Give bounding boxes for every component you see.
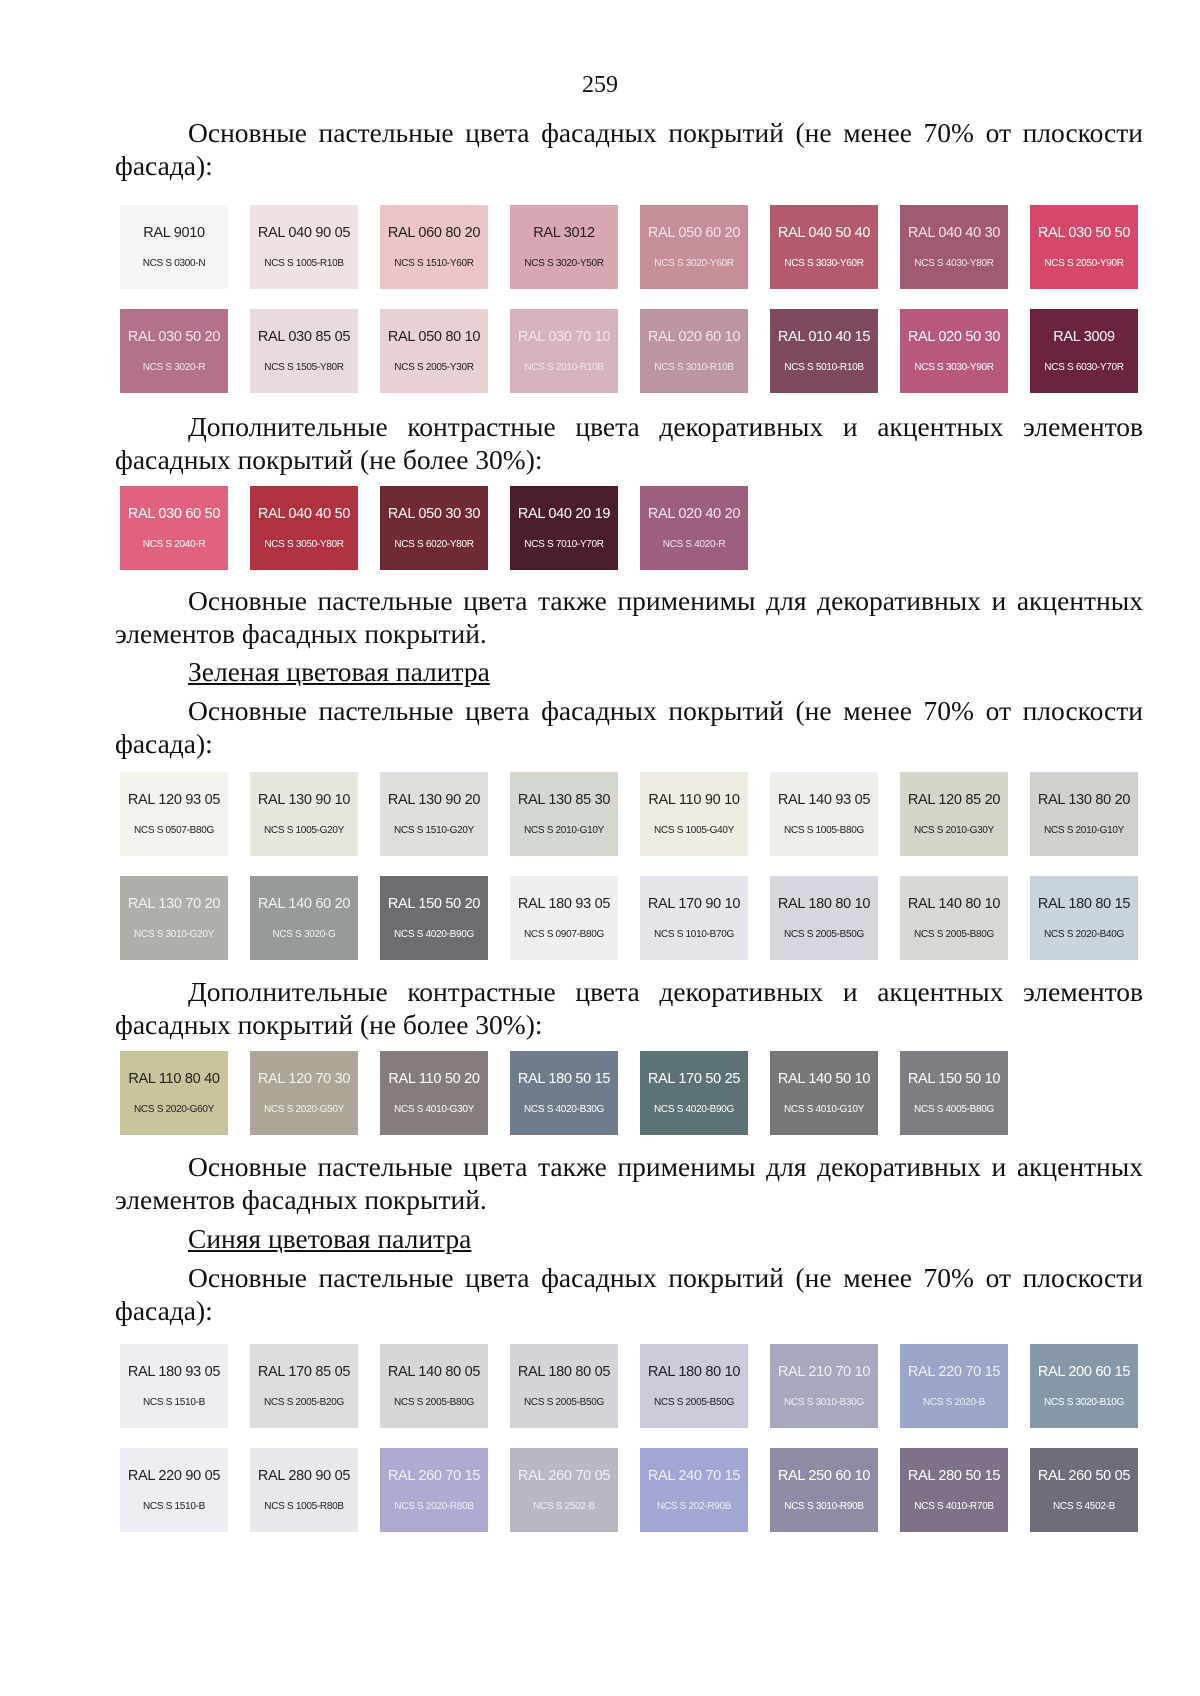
color-swatch [510,1344,618,1428]
swatch-ncs-code: NCS S 3010-B30G [784,1396,864,1408]
swatch-ncs-code: NCS S 2010-G30Y [914,824,994,836]
color-swatch [900,1051,1008,1135]
swatch-ral-code: RAL 030 70 10 [517,328,611,345]
swatch-ral-code: RAL 200 60 15 [1037,1363,1131,1380]
swatch-ncs-code: NCS S 1010-B70G [654,928,734,940]
color-swatch [640,1344,748,1428]
color-swatch [120,205,228,289]
swatch-ncs-code: NCS S 1005-G40Y [654,824,734,836]
color-swatch [770,309,878,393]
swatch-ncs-code: NCS S 2050-Y90R [1044,257,1124,269]
swatch-ral-code: RAL 030 60 50 [127,505,221,522]
pink-accent-intro: Дополнительные контрастные цвета декоративных и акцентных элементов фасадных покрытий (не более 30%): [115,411,1143,475]
swatch-ncs-code: NCS S 1005-G20Y [264,824,344,836]
swatch-ral-code: RAL 140 80 10 [907,895,1001,912]
swatch-ncs-code: NCS S 3020-R [142,361,206,373]
swatch-ral-code: RAL 9010 [143,224,205,241]
swatch-ral-code: RAL 280 90 05 [257,1467,351,1484]
swatch-ncs-code: NCS S 2020-B [923,1396,985,1408]
color-swatch [380,772,488,856]
swatch-ncs-code: NCS S 3010-R10B [654,361,734,373]
swatch-ncs-code: NCS S 0300-N [142,257,206,269]
swatch-ral-code: RAL 170 85 05 [257,1363,351,1380]
swatch-ncs-code: NCS S 1510-G20Y [394,824,474,836]
swatch-ral-code: RAL 260 70 15 [387,1467,481,1484]
color-swatch [250,1051,358,1135]
pink-main-row-1 [120,205,1138,289]
swatch-ral-code: RAL 150 50 20 [387,895,481,912]
swatch-ncs-code: NCS S 2010-G10Y [524,824,604,836]
color-swatch [250,1344,358,1428]
swatch-ral-code: RAL 110 50 20 [388,1070,480,1087]
swatch-ncs-code: NCS S 3020-B10G [1044,1396,1124,1408]
color-swatch [120,309,228,393]
blue-main-row-1 [120,1344,1138,1428]
green-accent-intro: Дополнительные контрастные цвета декоративных и акцентных элементов фасадных покрытий (не более 30%): [115,976,1143,1040]
green-palette-heading: Зеленая цветовая палитра [188,656,490,687]
green-note: Основные пастельные цвета также применимы для декоративных и акцентных элементов фасадных покрытий. [115,1151,1143,1215]
swatch-ral-code: RAL 180 50 15 [517,1070,611,1087]
color-swatch [510,1448,618,1532]
color-swatch [640,1448,748,1532]
color-swatch [510,1051,618,1135]
pink-main-intro: Основные пастельные цвета фасадных покрытий (не менее 70% от плоскости фасада): [115,117,1143,181]
swatch-ral-code: RAL 220 70 15 [907,1363,1001,1380]
swatch-ral-code: RAL 260 70 05 [517,1467,611,1484]
swatch-ncs-code: NCS S 3020-G [272,928,336,940]
color-swatch [770,876,878,960]
swatch-ral-code: RAL 020 50 30 [907,328,1001,345]
color-swatch [380,205,488,289]
swatch-ral-code: RAL 170 50 25 [647,1070,741,1087]
page-number: 259 [582,72,618,98]
swatch-ral-code: RAL 3009 [1053,328,1115,345]
swatch-ncs-code: NCS S 1005-R10B [264,257,344,269]
swatch-ral-code: RAL 130 85 30 [517,791,611,808]
swatch-ncs-code: NCS S 2020-G60Y [134,1103,214,1115]
color-swatch [1030,205,1138,289]
color-swatch [900,205,1008,289]
blue-main-intro: Основные пастельные цвета фасадных покрытий (не менее 70% от плоскости фасада): [115,1262,1143,1326]
swatch-ncs-code: NCS S 4020-B30G [524,1103,604,1115]
swatch-ral-code: RAL 120 93 05 [127,791,221,808]
swatch-ncs-code: NCS S 2502-B [533,1500,595,1512]
green-main-row-2 [120,876,1138,960]
pink-main-row-2 [120,309,1138,393]
swatch-ncs-code: NCS S 3030-Y60R [784,257,864,269]
color-swatch [770,1344,878,1428]
swatch-ral-code: RAL 110 90 10 [648,791,740,808]
swatch-ral-code: RAL 060 80 20 [387,224,481,241]
color-swatch [900,309,1008,393]
color-swatch [1030,1448,1138,1532]
swatch-ncs-code: NCS S 4010-G30Y [394,1103,474,1115]
swatch-ncs-code: NCS S 6020-Y80R [394,538,474,550]
swatch-ral-code: RAL 180 93 05 [517,895,611,912]
swatch-ncs-code: NCS S 2005-Y30R [394,361,474,373]
swatch-ral-code: RAL 130 80 20 [1037,791,1131,808]
swatch-ral-code: RAL 010 40 15 [777,328,871,345]
swatch-ncs-code: NCS S 2005-B80G [914,928,994,940]
swatch-ral-code: RAL 130 90 20 [387,791,481,808]
swatch-ral-code: RAL 250 60 10 [777,1467,871,1484]
swatch-ral-code: RAL 120 70 30 [257,1070,351,1087]
color-swatch [250,876,358,960]
color-swatch [510,772,618,856]
color-swatch [510,309,618,393]
color-swatch [1030,772,1138,856]
color-swatch [770,1051,878,1135]
swatch-ncs-code: NCS S 4020-R [662,538,726,550]
color-swatch [640,205,748,289]
color-swatch [640,1051,748,1135]
swatch-ral-code: RAL 140 80 05 [387,1363,481,1380]
color-swatch [640,876,748,960]
green-main-intro: Основные пастельные цвета фасадных покрытий (не менее 70% от плоскости фасада): [115,695,1143,759]
color-swatch [250,309,358,393]
swatch-ncs-code: NCS S 1005-R80B [264,1500,344,1512]
color-swatch [640,772,748,856]
swatch-ncs-code: NCS S 2005-B20G [264,1396,344,1408]
swatch-ncs-code: NCS S 4020-B90G [394,928,474,940]
swatch-ncs-code: NCS S 4502-B [1053,1500,1115,1512]
swatch-ncs-code: NCS S 3010-R90B [784,1500,864,1512]
swatch-ncs-code: NCS S 1505-Y80R [264,361,344,373]
color-swatch [380,1448,488,1532]
color-swatch [120,876,228,960]
swatch-ral-code: RAL 180 80 05 [517,1363,611,1380]
swatch-ncs-code: NCS S 3020-Y60R [654,257,734,269]
color-swatch [380,876,488,960]
swatch-ral-code: RAL 130 70 20 [127,895,221,912]
color-swatch [510,876,618,960]
color-swatch [120,772,228,856]
color-swatch [250,486,358,570]
swatch-ral-code: RAL 030 85 05 [257,328,351,345]
swatch-ral-code: RAL 020 40 20 [647,505,741,522]
color-swatch [120,1051,228,1135]
swatch-ncs-code: NCS S 3010-G20Y [134,928,214,940]
swatch-ncs-code: NCS S 1510-Y60R [394,257,474,269]
swatch-ral-code: RAL 130 90 10 [257,791,351,808]
swatch-ncs-code: NCS S 2005-B50G [654,1396,734,1408]
color-swatch [770,1448,878,1532]
color-swatch [770,772,878,856]
swatch-ncs-code: NCS S 3050-Y80R [264,538,344,550]
swatch-ral-code: RAL 050 60 20 [647,224,741,241]
swatch-ral-code: RAL 050 80 10 [387,328,481,345]
swatch-ncs-code: NCS S 6030-Y70R [1044,361,1124,373]
swatch-ncs-code: NCS S 5010-R10B [784,361,864,373]
swatch-ral-code: RAL 030 50 50 [1037,224,1131,241]
pink-accent-row [120,486,748,570]
swatch-ral-code: RAL 180 80 15 [1037,895,1131,912]
swatch-ncs-code: NCS S 2005-B80G [394,1396,474,1408]
swatch-ral-code: RAL 040 40 30 [907,224,1001,241]
swatch-ral-code: RAL 240 70 15 [647,1467,741,1484]
color-swatch [380,486,488,570]
swatch-ncs-code: NCS S 4010-G10Y [784,1103,864,1115]
swatch-ncs-code: NCS S 2010-G10Y [1044,824,1124,836]
swatch-ral-code: RAL 280 50 15 [907,1467,1001,1484]
color-swatch [510,486,618,570]
swatch-ral-code: RAL 140 60 20 [257,895,351,912]
color-swatch [1030,309,1138,393]
swatch-ral-code: RAL 260 50 05 [1037,1467,1131,1484]
color-swatch [250,205,358,289]
color-swatch [900,1344,1008,1428]
swatch-ncs-code: NCS S 3030-Y90R [914,361,994,373]
swatch-ncs-code: NCS S 2005-B50G [524,1396,604,1408]
color-swatch [900,772,1008,856]
color-swatch [510,205,618,289]
color-swatch [770,205,878,289]
swatch-ncs-code: NCS S 1005-B80G [784,824,864,836]
swatch-ncs-code: NCS S 4010-R70B [914,1500,994,1512]
swatch-ncs-code: NCS S 4020-B90G [654,1103,734,1115]
swatch-ncs-code: NCS S 2020-R80B [394,1500,474,1512]
color-swatch [380,1051,488,1135]
color-swatch [640,309,748,393]
swatch-ncs-code: NCS S 0507-B80G [134,824,214,836]
color-swatch [380,1344,488,1428]
swatch-ncs-code: NCS S 2020-B40G [1044,928,1124,940]
color-swatch [250,772,358,856]
swatch-ral-code: RAL 040 40 50 [257,505,351,522]
swatch-ncs-code: NCS S 2005-B50G [784,928,864,940]
swatch-ncs-code: NCS S 3020-Y50R [524,257,604,269]
swatch-ral-code: RAL 120 85 20 [907,791,1001,808]
pink-note: Основные пастельные цвета также применимы для декоративных и акцентных элементов фасадных покрытий. [115,585,1143,649]
swatch-ral-code: RAL 3012 [533,224,595,241]
swatch-ral-code: RAL 020 60 10 [647,328,741,345]
swatch-ncs-code: NCS S 2010-R10B [524,361,604,373]
swatch-ral-code: RAL 180 93 05 [127,1363,221,1380]
green-accent-row [120,1051,1008,1135]
swatch-ral-code: RAL 140 93 05 [777,791,871,808]
color-swatch [120,1344,228,1428]
swatch-ncs-code: NCS S 202-R90B [656,1500,732,1512]
swatch-ral-code: RAL 040 50 40 [777,224,871,241]
swatch-ral-code: RAL 050 30 30 [387,505,481,522]
swatch-ral-code: RAL 140 50 10 [777,1070,871,1087]
color-swatch [900,876,1008,960]
swatch-ral-code: RAL 210 70 10 [777,1363,871,1380]
color-swatch [120,486,228,570]
swatch-ncs-code: NCS S 1510-B [143,1500,205,1512]
color-swatch [120,1448,228,1532]
color-swatch [640,486,748,570]
swatch-ral-code: RAL 040 90 05 [257,224,351,241]
swatch-ral-code: RAL 220 90 05 [127,1467,221,1484]
swatch-ral-code: RAL 170 90 10 [647,895,741,912]
color-swatch [900,1448,1008,1532]
swatch-ral-code: RAL 040 20 19 [517,505,611,522]
swatch-ncs-code: NCS S 1510-B [143,1396,205,1408]
swatch-ral-code: RAL 150 50 10 [907,1070,1001,1087]
swatch-ral-code: RAL 030 50 20 [127,328,221,345]
color-swatch [1030,1344,1138,1428]
swatch-ncs-code: NCS S 2040-R [142,538,206,550]
swatch-ncs-code: NCS S 4030-Y80R [914,257,994,269]
color-swatch [250,1448,358,1532]
swatch-ral-code: RAL 110 80 40 [128,1070,220,1087]
swatch-ncs-code: NCS S 0907-B80G [524,928,604,940]
green-main-row-1 [120,772,1138,856]
swatch-ral-code: RAL 180 80 10 [777,895,871,912]
color-swatch [1030,876,1138,960]
swatch-ncs-code: NCS S 2020-G50Y [264,1103,344,1115]
blue-main-row-2 [120,1448,1138,1532]
swatch-ncs-code: NCS S 4005-B80G [914,1103,994,1115]
blue-palette-heading: Синяя цветовая палитра [188,1223,472,1254]
swatch-ncs-code: NCS S 7010-Y70R [524,538,604,550]
color-swatch [380,309,488,393]
swatch-ral-code: RAL 180 80 10 [647,1363,741,1380]
